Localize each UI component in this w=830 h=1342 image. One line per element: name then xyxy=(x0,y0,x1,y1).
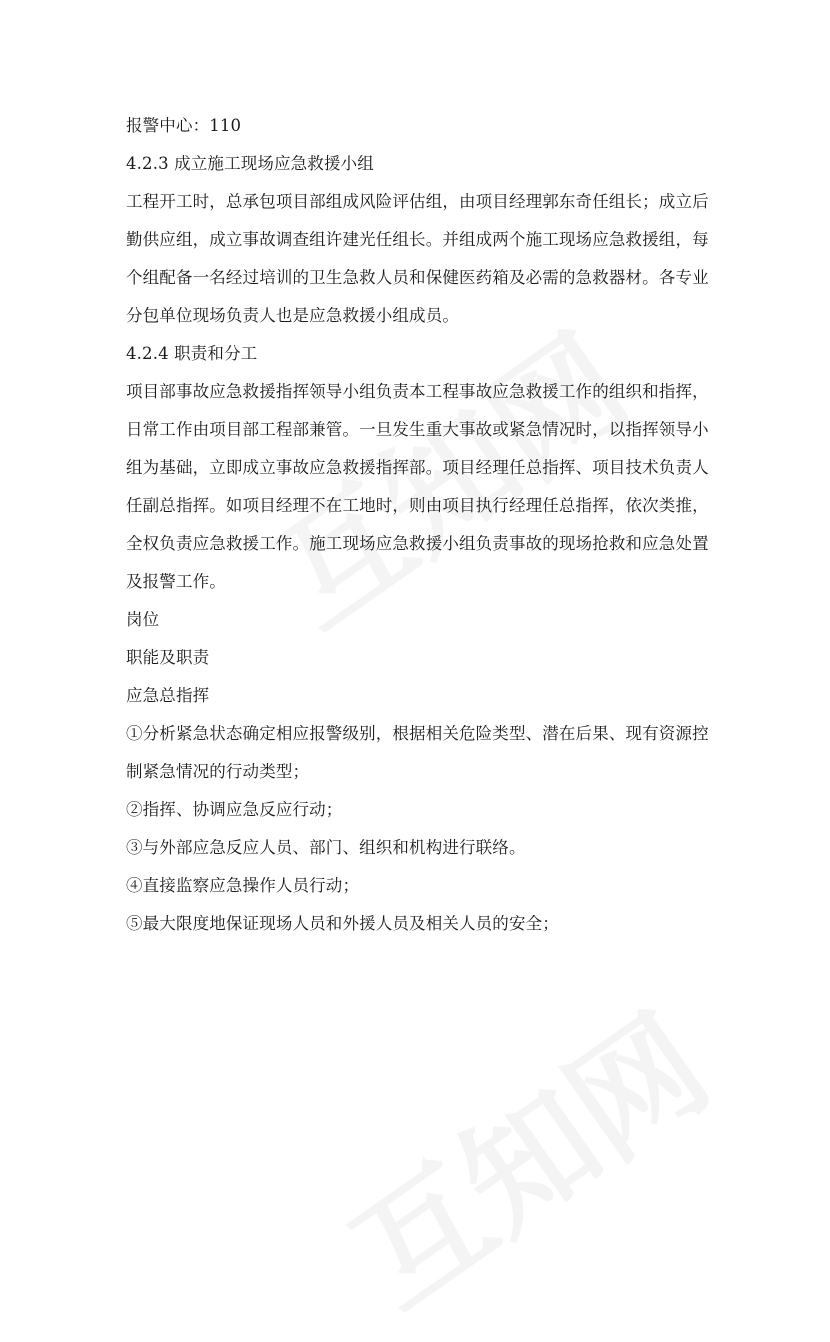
text-line: 分包单位现场负责人也是应急救援小组成员。 xyxy=(126,306,459,325)
duty-item: ②指挥、协调应急反应行动； xyxy=(126,800,343,819)
watermark xyxy=(312,965,739,1342)
section-heading: 4.2.4 职责和分工 xyxy=(126,344,258,363)
text-line: 勤供应组，成立事故调查组许建光任组长。并组成两个施工现场应急救援组，每 xyxy=(126,230,709,249)
text-line: 全权负责应急救援工作。施工现场应急救援小组负责事故的现场抢救和应急处置 xyxy=(126,534,709,553)
text-line: 项目部事故应急救援指挥领导小组负责本工程事故应急救援工作的组织和指挥， xyxy=(126,382,709,401)
text-line: 个组配备一名经过培训的卫生急救人员和保健医药箱及必需的急救器材。各专业 xyxy=(126,268,709,287)
duty-item: ④直接监察应急操作人员行动； xyxy=(126,876,360,895)
table-label-position: 岗位 xyxy=(126,610,160,629)
duty-item: ①分析紧急状态确定相应报警级别，根据相关危险类型、潜在后果、现有资源控 xyxy=(126,724,709,743)
text-line: 任副总指挥。如项目经理不在工地时，则由项目执行经理任总指挥，依次类推， xyxy=(126,496,709,515)
text-line: 及报警工作。 xyxy=(126,572,226,591)
duty-item: ⑤最大限度地保证现场人员和外援人员及相关人员的安全； xyxy=(126,914,559,933)
document-body xyxy=(126,107,712,943)
duty-item: ③与外部应急反应人员、部门、组织和机构进行联络。 xyxy=(126,838,526,857)
text-line: 报警中心：110 xyxy=(126,116,242,135)
text-line: 工程开工时，总承包项目部组成风险评估组，由项目经理郭东奇任组长；成立后 xyxy=(126,192,709,211)
role-title: 应急总指挥 xyxy=(126,686,210,705)
text-line: 组为基础，立即成立事故应急救援指挥部。项目经理任总指挥、项目技术负责人 xyxy=(126,458,709,477)
text-line: 日常工作由项目部工程部兼管。一旦发生重大事故或紧急情况时，以指挥领导小 xyxy=(126,420,709,439)
duty-item: 制紧急情况的行动类型； xyxy=(126,762,310,781)
table-label-duties: 职能及职责 xyxy=(126,648,210,667)
section-heading: 4.2.3 成立施工现场应急救援小组 xyxy=(126,154,374,173)
